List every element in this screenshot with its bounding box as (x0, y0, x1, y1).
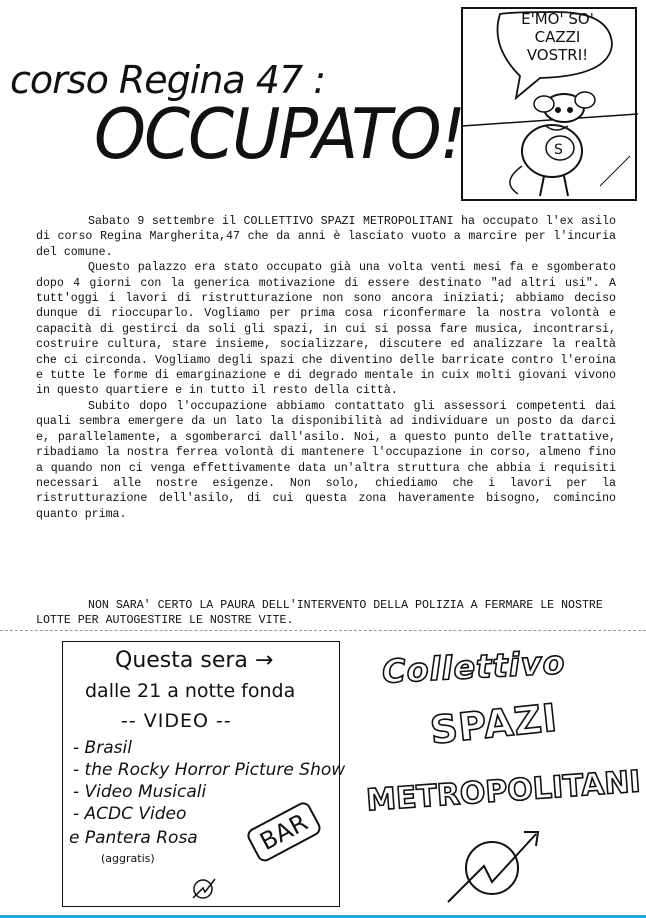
event-item: e Pantera Rosa (69, 828, 198, 848)
closing-text: NON SARA' CERTO LA PAURA DELL'INTERVENTO DELLA POLIZIA A FERMARE LE NOSTRE LOTTE PER AUTOGESTIRE LE NOSTRE VITE. (36, 599, 603, 628)
event-tonight: Questa sera → (115, 648, 274, 673)
event-note: (aggratis) (101, 852, 155, 865)
closing-statement (36, 598, 616, 629)
bubble-line: CAZZI (534, 28, 581, 46)
bubble-line: E'MO' SO' (521, 10, 594, 28)
divider (0, 630, 646, 631)
logo-word-1: Collettivo (381, 643, 567, 691)
event-item: - Video Musicali (73, 782, 207, 802)
svg-text:S: S (554, 142, 563, 158)
paragraph: Subito dopo l'occupazione abbiamo contattato gli assessori competenti dai quali sembra emergere da un lato la disponibilità ad individuare un posto da darci e, parallelamente, a sgomberarci dall'asilo. Noi, a questo punto delle trattative, ribadiamo la nostra ferrea volontà di mantenere l'occupazione in corso, almeno fino a quando non ci venga effettivamente data un'altra struttura che abbia i requisiti necessari alle nostre esigenze. Non solo, chiediamo che i lavori per la ristrutturazione dell'asilo, di cui questa zona haveramente bisogno, comincino quanto prima. (36, 399, 616, 521)
logo-word-2: SPAZI (428, 695, 560, 753)
paragraph: Questo palazzo era stato occupato già una volta venti mesi fa e sgomberato dopo 4 giorni con la generica motivazione di essere destinato "ad altri usi". A tutt'oggi i lavori di ristrutturazione non sono ancora iniziati; abbiamo deciso dunque di rioccuparlo. Vogliamo per prima cosa riconfermare la nostra volontà e capacità di gestirci da soli gli spazi, in cui si possa fare musica, incontrarsi, costruire cultura, stare insieme, socializzare, discutere ed analizzare la realtà che ci circonda. Vogliamo degli spazi che diventino delle barricate contro l'eroina e tutte le forme di emarginazione e di degrado mentale in cuix molti giovani vivono in questo quartiere e in tutto il resto della città. (36, 261, 616, 398)
event-box (62, 641, 346, 907)
title-line-1: corso Regina 47 : (10, 58, 326, 102)
collective-symbol-icon (444, 826, 544, 906)
paragraph: Sabato 9 settembre il COLLETTIVO SPAZI METROPOLITANI ha occupato l'ex asilo di corso Regina Margherita,47 che da anni è lasciato vuoto a marcire per l'incuria del comune. (36, 215, 616, 259)
event-item: - the Rocky Horror Picture Show (73, 760, 346, 780)
logo-word-3: METROPOLITANI (365, 764, 642, 819)
collective-logo (360, 640, 640, 910)
event-time: dalle 21 a notte fonda (85, 680, 296, 702)
event-heading: -- VIDEO -- (121, 710, 232, 732)
event-item: - ACDC Video (73, 804, 187, 824)
bubble-line: VOSTRI! (526, 46, 589, 64)
article-body (36, 214, 616, 522)
collective-symbol-icon (191, 876, 217, 900)
bar-stamp: BAR (245, 800, 323, 864)
speech-bubble-text (505, 10, 610, 64)
title-line-2: OCCUPATO! (94, 94, 465, 175)
event-item: - Brasil (73, 738, 132, 758)
